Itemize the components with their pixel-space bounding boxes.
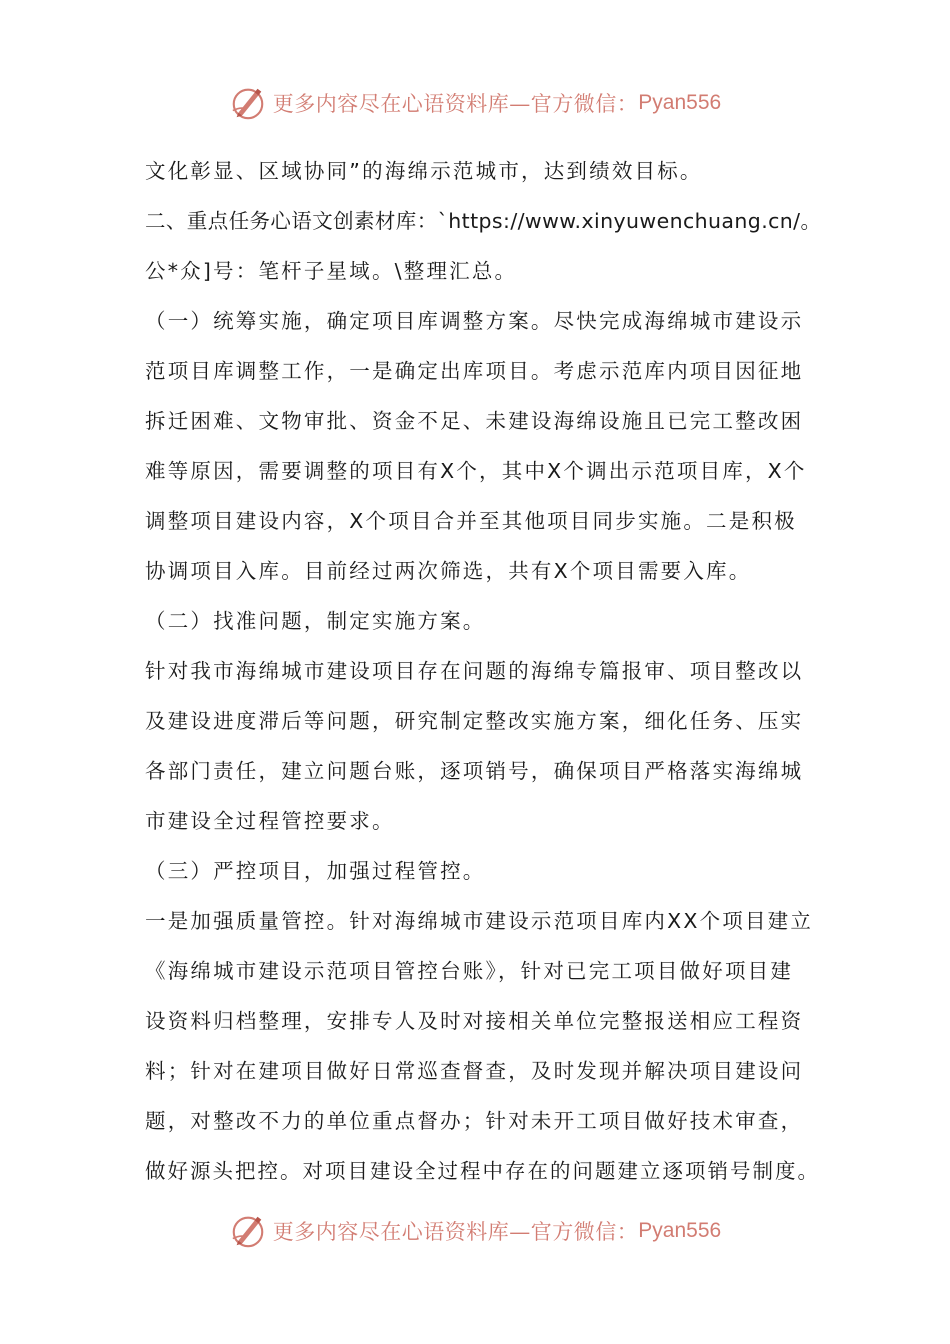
text-line: 针对我市海绵城市建设项目存在问题的海绵专篇报审、项目整改以 xyxy=(145,659,804,683)
text-line: 市建设全过程管控要求。 xyxy=(145,809,395,833)
text-line: 做好源头把控。对项目建设全过程中存在的问题建立逐项销号制度。 xyxy=(145,1159,820,1183)
text-line: 调整项目建设内容，X个项目合并至其他项目同步实施。二是积极 xyxy=(145,509,797,533)
subsection-paragraph: （一）统筹实施，确定项目库调整方案。尽快完成海绵城市建设示 xyxy=(145,309,804,333)
subsection-heading: （三）严控项目，加强过程管控。 xyxy=(145,859,486,883)
text-line: 题，对整改不力的单位重点督办；针对未开工项目做好技术审查， xyxy=(145,1109,804,1133)
text-line: 各部门责任，建立问题台账，逐项销号，确保项目严格落实海绵城 xyxy=(145,759,804,783)
document-body xyxy=(145,146,822,1196)
text-line: 文化彰显、区域协同”的海绵示范城市，达到绩效目标。 xyxy=(145,159,703,183)
subsection-heading: （二）找准问题，制定实施方案。 xyxy=(145,609,486,633)
header-banner-text: 更多内容尽在心语资料库—官方微信： xyxy=(272,92,639,116)
text-line: 《海绵城市建设示范项目管控台账》，针对已完工项目做好项目建 xyxy=(145,959,794,983)
pen-logo-icon xyxy=(229,84,267,122)
text-line: 料；针对在建项目做好日常巡查督查，及时发现并解决项目建设问 xyxy=(145,1059,804,1083)
pen-logo-icon xyxy=(229,1212,267,1250)
text-line: 难等原因，需要调整的项目有X个，其中X个调出示范项目库，X个 xyxy=(145,459,807,483)
text-line: 及建设进度滞后等问题，研究制定整改实施方案，细化任务、压实 xyxy=(145,709,804,733)
section-heading: 二、重点任务心语文创素材库：`https://www.xinyuwenchuang.cn/。 xyxy=(145,209,822,233)
footer-watermark-banner xyxy=(0,1208,950,1254)
footer-banner-text: 更多内容尽在心语资料库—官方微信： xyxy=(272,1220,639,1244)
footer-banner-wechat-id: Pyan556 xyxy=(638,1219,722,1242)
header-watermark-banner xyxy=(0,80,950,126)
text-line: 一是加强质量管控。针对海绵城市建设示范项目库内XX个项目建立 xyxy=(145,909,814,933)
text-line: 设资料归档整理，安排专人及时对接相关单位完整报送相应工程资 xyxy=(145,1009,804,1033)
text-line: 公*众]号：笔杆子星域。\整理汇总。 xyxy=(145,259,518,283)
text-line: 范项目库调整工作，一是确定出库项目。考虑示范库内项目因征地 xyxy=(145,359,804,383)
header-banner-wechat-id: Pyan556 xyxy=(638,91,722,114)
text-line: 协调项目入库。目前经过两次筛选，共有X个项目需要入库。 xyxy=(145,559,752,583)
text-line: 拆迁困难、文物审批、资金不足、未建设海绵设施且已完工整改困 xyxy=(145,409,804,433)
